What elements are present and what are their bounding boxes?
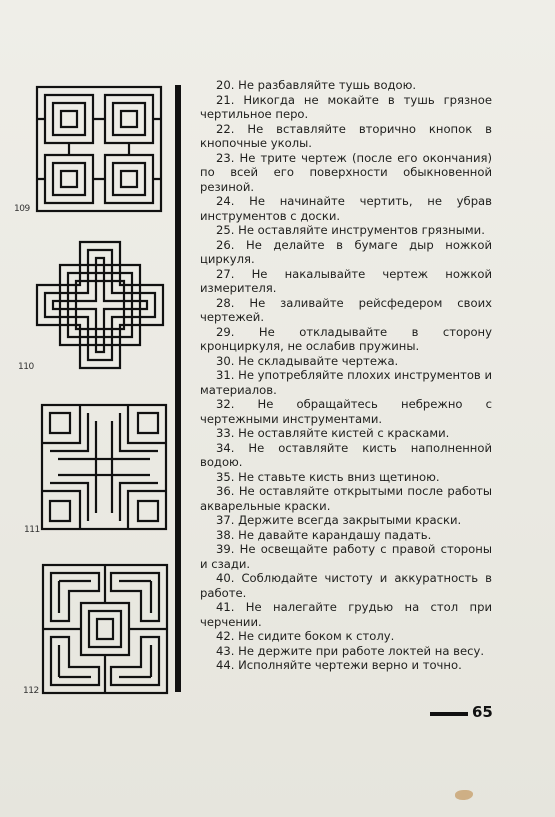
rule-item: 42. Не сидите боком к столу. (216, 629, 395, 643)
figure-109-label: 109 (14, 204, 30, 214)
rule-item: 35. Не ставьте кисть вниз щетиною. (216, 469, 440, 484)
figure-110-ornament (35, 240, 165, 370)
rule-item: 25. Не оставляйте инструментов грязными. (216, 223, 485, 237)
paper-stain (455, 790, 473, 800)
rule-item: 22. Не вставляйте вторично кнопок в кнопочные уколы. (200, 121, 492, 150)
rule-item: 30. Не складывайте чертежа. (216, 353, 399, 368)
rule-item: 26. Не делайте в бумаге дыр ножкой циркуля. (200, 237, 492, 266)
figure-109-ornament (35, 85, 163, 213)
rule-item: 24. Не начинайте чертить, не убрав инструментов с доски. (200, 194, 492, 223)
rule-item: 34. Не оставляйте кисть наполненной водою. (200, 440, 492, 469)
rule-item: 37. Держите всегда закрытыми краски. (216, 513, 462, 527)
drafting-rules-list (200, 78, 492, 673)
rule-item: 39. Не освещайте работу с правой стороны и сзади. (200, 542, 492, 571)
rule-item: 29. Не откладывайте в сторону кронциркуля, не ослабив пружины. (200, 324, 492, 353)
rule-item: 23. Не трите чертеж (после его окончания) по всей его поверхности обыкновенной резиной. (200, 150, 492, 194)
rule-item: 27. Не накалывайте чертеж ножкой измерителя. (200, 266, 492, 295)
rule-item: 20. Не разбавляйте тушь водою. (216, 78, 417, 92)
rule-item: 38. Не давайте карандашу падать. (216, 527, 432, 542)
rule-item: 21. Никогда не мокайте в тушь грязное чертильное перо. (200, 92, 492, 121)
rule-item: 43. Не держите при работе локтей на весу. (216, 643, 485, 658)
rule-item: 32. Не обращайтесь небрежно с чертежными инструментами. (200, 397, 492, 426)
figure-112-ornament (41, 563, 169, 695)
vertical-divider (175, 85, 181, 692)
page-number-rule (430, 712, 468, 716)
figure-111-ornament (40, 403, 168, 531)
rule-item: 41. Не налегайте грудью на стол при черчении. (200, 600, 492, 629)
figure-111-label: 111 (24, 525, 40, 535)
rule-item: 44. Исполняйте чертежи верно и точно. (216, 658, 462, 672)
figure-110-label: 110 (18, 362, 34, 372)
rule-item: 36. Не оставляйте открытыми после работы акварельные краски. (200, 484, 492, 513)
rule-item: 28. Не заливайте рейсфедером своих чертежей. (200, 295, 492, 324)
page-number: 65 (472, 703, 493, 721)
rule-item: 33. Не оставляйте кистей с красками. (216, 426, 450, 440)
rule-item: 40. Соблюдайте чистоту и аккуратность в работе. (200, 571, 492, 600)
figure-112-label: 112 (23, 686, 39, 696)
rule-item: 31. Не употребляйте плохих инструментов и материалов. (200, 368, 492, 397)
